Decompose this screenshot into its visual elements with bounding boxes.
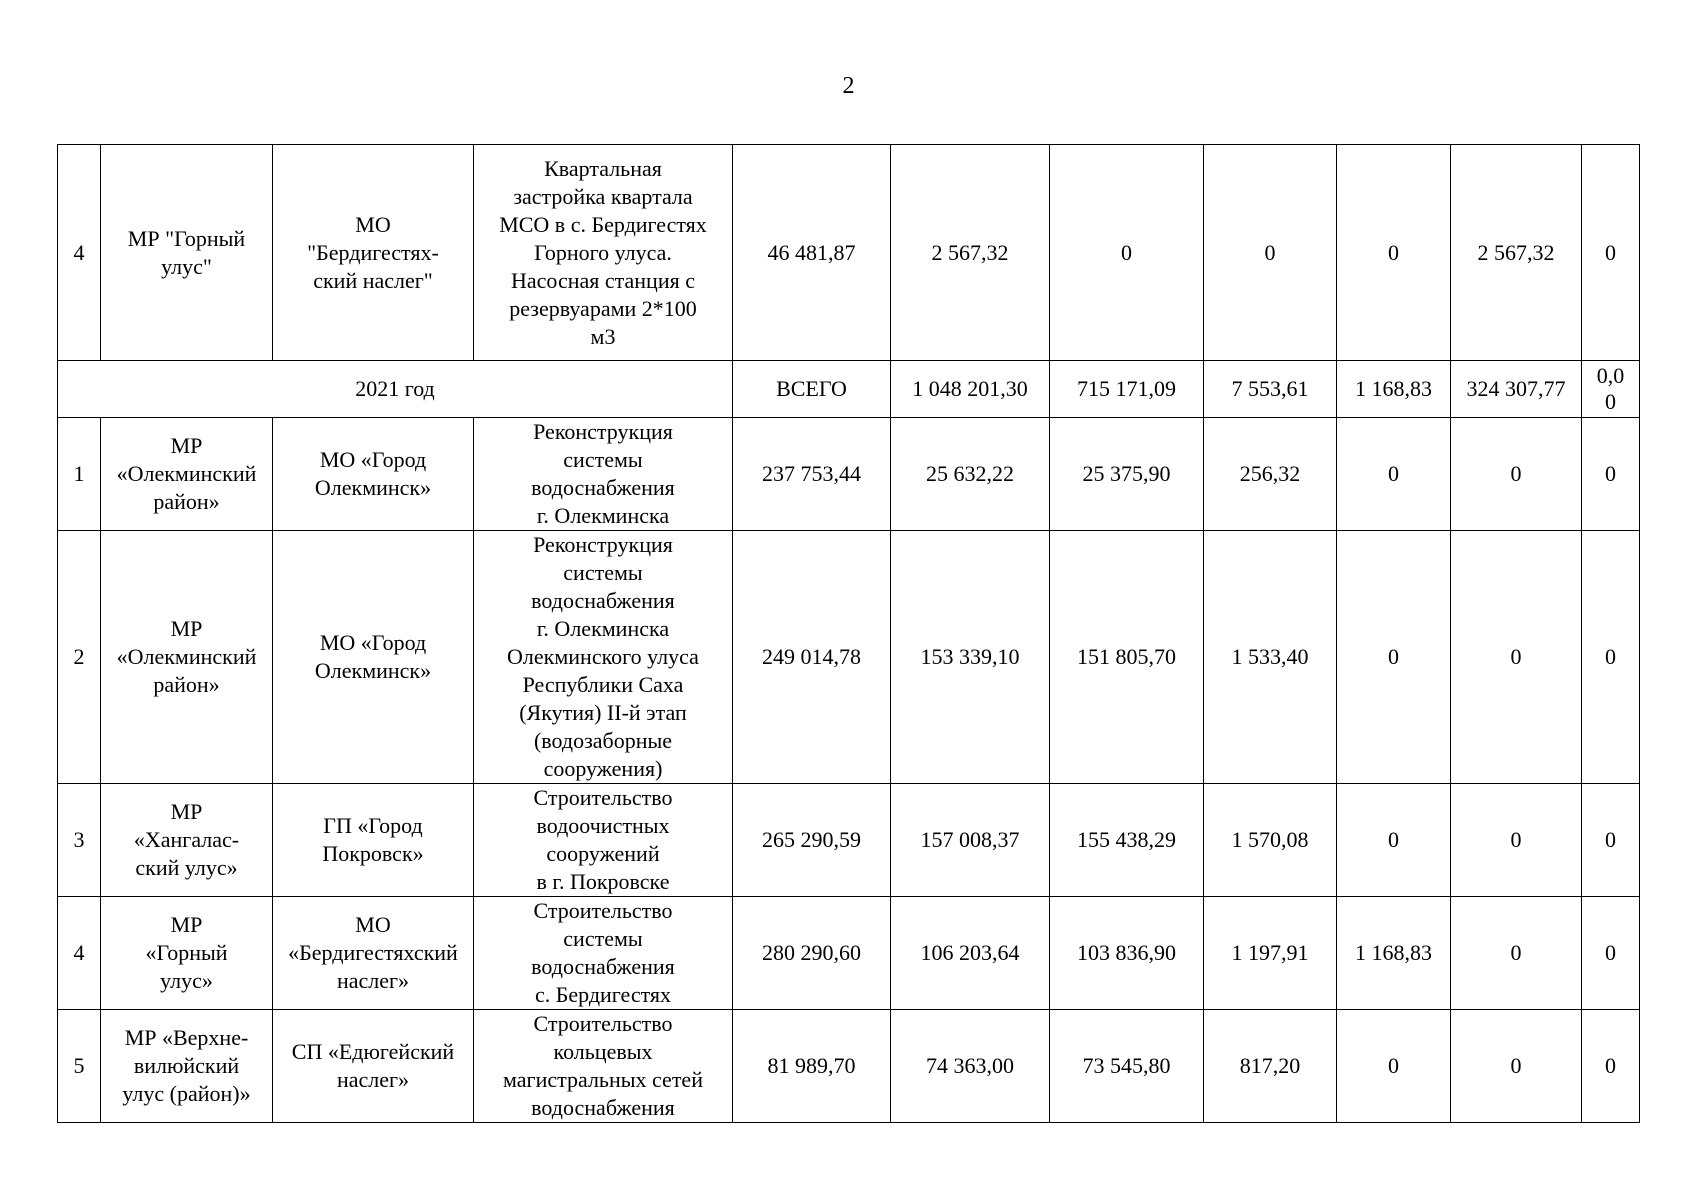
amount-cell: 151 805,70 (1050, 531, 1204, 784)
amount-cell: 715 171,09 (1050, 361, 1204, 418)
table-row (58, 897, 1640, 1010)
table-row (58, 1010, 1640, 1123)
row-number: 4 (58, 897, 101, 1010)
amount-cell: 153 339,10 (891, 531, 1050, 784)
amount-cell: 0 (1582, 784, 1640, 897)
amount-cell: 74 363,00 (891, 1010, 1050, 1123)
row-number: 3 (58, 784, 101, 897)
amount-cell: 0 (1451, 897, 1582, 1010)
object-cell: Строительство кольцевых магистральных сетей водоснабжения (474, 1010, 733, 1123)
amount-cell: 2 567,32 (1451, 145, 1582, 361)
object-cell: Реконструкция системы водоснабжения г. Олекминска Олекминского улуса Республики Саха (Якутия) II-й этап (водозаборные сооружения) (474, 531, 733, 784)
table-row (58, 531, 1640, 784)
amount-cell: 0 (1451, 1010, 1582, 1123)
total-row (58, 361, 1640, 418)
municipality-cell: МО «Город Олекминск» (273, 418, 474, 531)
district-cell: МР «Олекминский район» (101, 531, 273, 784)
amount-cell: 155 438,29 (1050, 784, 1204, 897)
amount-cell: 0 (1451, 418, 1582, 531)
district-cell: МР «Верхне- вилюйский улус (район)» (101, 1010, 273, 1123)
amount-cell: 265 290,59 (733, 784, 891, 897)
amount-cell: 1 197,91 (1204, 897, 1337, 1010)
district-cell: МР «Горный улус» (101, 897, 273, 1010)
table-row (58, 418, 1640, 531)
amount-cell: 237 753,44 (733, 418, 891, 531)
amount-cell: 157 008,37 (891, 784, 1050, 897)
amount-cell: 0 (1050, 145, 1204, 361)
row-number: 1 (58, 418, 101, 531)
amount-cell: 46 481,87 (733, 145, 891, 361)
page-number: 2 (842, 73, 855, 99)
year-label: 2021 год (58, 361, 733, 418)
amount-cell: 73 545,80 (1050, 1010, 1204, 1123)
amount-cell: 0 (1337, 145, 1451, 361)
amount-cell: 1 168,83 (1337, 897, 1451, 1010)
object-cell: Строительство водоочистных сооружений в г. Покровске (474, 784, 733, 897)
amount-cell: 256,32 (1204, 418, 1337, 531)
amount-cell: 1 533,40 (1204, 531, 1337, 784)
municipality-cell: СП «Едюгейский наслег» (273, 1010, 474, 1123)
amount-cell: 0 (1451, 784, 1582, 897)
municipality-cell: МО «Бердигестяхский наслег» (273, 897, 474, 1010)
amount-cell: 0 (1582, 531, 1640, 784)
object-cell: Квартальная застройка квартала МСО в с. Бердигестях Горного улуса. Насосная станция с резервуарами 2*100 м3 (474, 145, 733, 361)
amount-cell: 0 (1337, 1010, 1451, 1123)
municipality-cell: ГП «Город Покровск» (273, 784, 474, 897)
amount-cell: 7 553,61 (1204, 361, 1337, 418)
amount-cell: 0,0 0 (1582, 361, 1640, 418)
row-number: 5 (58, 1010, 101, 1123)
object-cell: Строительство системы водоснабжения с. Бердигестях (474, 897, 733, 1010)
amount-cell: 817,20 (1204, 1010, 1337, 1123)
amount-cell: 0 (1337, 784, 1451, 897)
amount-cell: 2 567,32 (891, 145, 1050, 361)
amount-cell: 1 570,08 (1204, 784, 1337, 897)
amount-cell: 0 (1337, 418, 1451, 531)
amount-cell: 0 (1582, 1010, 1640, 1123)
table-row (58, 145, 1640, 361)
district-cell: МР «Хангалас- ский улус» (101, 784, 273, 897)
municipality-cell: МО "Бердигестях- ский наслег" (273, 145, 474, 361)
district-cell: МР "Горный улус" (101, 145, 273, 361)
amount-cell: 0 (1451, 531, 1582, 784)
financing-table (57, 144, 1640, 1123)
amount-cell: 103 836,90 (1050, 897, 1204, 1010)
amount-cell: 324 307,77 (1451, 361, 1582, 418)
amount-cell: 0 (1582, 897, 1640, 1010)
row-number: 2 (58, 531, 101, 784)
table-row (58, 784, 1640, 897)
amount-cell: 0 (1582, 418, 1640, 531)
amount-cell: 0 (1582, 145, 1640, 361)
amount-cell: 0 (1337, 531, 1451, 784)
amount-cell: 1 048 201,30 (891, 361, 1050, 418)
amount-cell: 0 (1204, 145, 1337, 361)
amount-cell: 25 375,90 (1050, 418, 1204, 531)
amount-cell: 81 989,70 (733, 1010, 891, 1123)
district-cell: МР «Олекминский район» (101, 418, 273, 531)
amount-cell: 1 168,83 (1337, 361, 1451, 418)
object-cell: Реконструкция системы водоснабжения г. Олекминска (474, 418, 733, 531)
total-label: ВСЕГО (733, 361, 891, 418)
amount-cell: 280 290,60 (733, 897, 891, 1010)
amount-cell: 249 014,78 (733, 531, 891, 784)
row-number: 4 (58, 145, 101, 361)
amount-cell: 25 632,22 (891, 418, 1050, 531)
municipality-cell: МО «Город Олекминск» (273, 531, 474, 784)
amount-cell: 106 203,64 (891, 897, 1050, 1010)
